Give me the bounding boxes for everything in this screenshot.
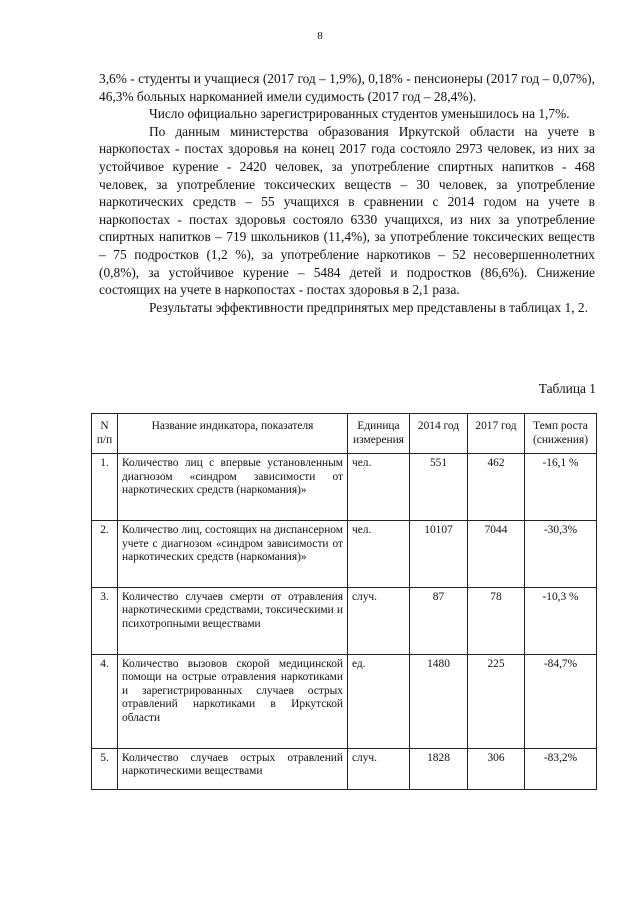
table-row [92, 520, 597, 587]
header-year-2017: 2017 год [468, 414, 525, 454]
value-2014: 1480 [410, 654, 468, 748]
unit: случ. [348, 587, 410, 654]
body-text [99, 70, 595, 316]
value-2014: 551 [410, 454, 468, 521]
unit: ед. [348, 654, 410, 748]
value-2017: 306 [468, 748, 525, 789]
row-number: 3. [92, 587, 118, 654]
table-row [92, 587, 597, 654]
paragraph-2: Число официально зарегистрированных студентов уменьшилось на 1,7%. [149, 106, 570, 122]
indicator-name: Количество случаев смерти от отравления наркотическими средствами, токсическими и психотропными веществами [118, 587, 348, 654]
indicator-name: Количество лиц с впервые установленным диагнозом «синдром зависимости от наркотических средств (наркомания)» [118, 454, 348, 521]
unit: чел. [348, 454, 410, 521]
value-2017: 7044 [468, 520, 525, 587]
indicator-name: Количество лиц, состоящих на диспансерном учете с диагнозом «синдром зависимости от наркотических средств (наркомания)» [118, 520, 348, 587]
row-number: 4. [92, 654, 118, 748]
value-2014: 87 [410, 587, 468, 654]
value-2014: 10107 [410, 520, 468, 587]
table-row [92, 748, 597, 789]
value-2017: 78 [468, 587, 525, 654]
page-number: 8 [317, 30, 323, 42]
growth-rate: -10,3 % [525, 587, 597, 654]
unit: чел. [348, 520, 410, 587]
header-growth-rate: Темп роста (снижения) [525, 414, 597, 454]
value-2017: 462 [468, 454, 525, 521]
growth-rate: -30,3% [525, 520, 597, 587]
header-unit: Единица измерения [348, 414, 410, 454]
growth-rate: -16,1 % [525, 454, 597, 521]
table-row [92, 454, 597, 521]
indicator-table [91, 413, 597, 790]
indicator-name: Количество случаев острых отравлений наркотическими веществами [118, 748, 348, 789]
header-indicator-name: Название индикатора, показателя [118, 414, 348, 454]
row-number: 2. [92, 520, 118, 587]
growth-rate: -84,7% [525, 654, 597, 748]
value-2014: 1828 [410, 748, 468, 789]
row-number: 5. [92, 748, 118, 789]
row-number: 1. [92, 454, 118, 521]
value-2017: 225 [468, 654, 525, 748]
growth-rate: -83,2% [525, 748, 597, 789]
paragraph-4: Результаты эффективности предпринятых мер представлены в таблицах 1, 2. [149, 299, 588, 315]
paragraph-1: 3,6% - студенты и учащиеся (2017 год – 1,9%), 0,18% - пенсионеры (2017 год – 0,07%), 46,3% больных наркоманией имели судимость (2017 год – 28,4%). [99, 71, 595, 104]
unit: случ. [348, 748, 410, 789]
table-row [92, 654, 597, 748]
indicator-name: Количество вызовов скорой медицинской помощи на острые отравления наркотиками и зарегистрированных случаев острых отравлений наркотиками в Иркутской области [118, 654, 348, 748]
table-header-row [92, 414, 597, 454]
header-year-2014: 2014 год [410, 414, 468, 454]
table-caption: Таблица 1 [538, 381, 596, 396]
header-number: N п/п [92, 414, 118, 454]
paragraph-3: По данным министерства образования Иркутской области на учете в наркопостах - постах здоровья на конец 2017 года состояло 2973 человек, из них за устойчивое курение - 2420 человек, за употребление спиртных напитков - 468 человек, за употребление токсических веществ – 30 человек, за употребление наркотических средств – 55 учащихся в сравнении с 2014 годом на учете в наркопостах - постах здоровья состояло 6330 учащихся, из них за употребление спиртных напитков – 719 школьников (11,4%), за употребление токсических веществ – 75 подростков (1,2 %), за употребление наркотиков – 52 несовершеннолетних (0,8%), за устойчивое курение – 5484 детей и подростков (86,6%). Снижение состоящих на учете в наркопостах - постах здоровья в 2,1 раза. [99, 123, 595, 298]
